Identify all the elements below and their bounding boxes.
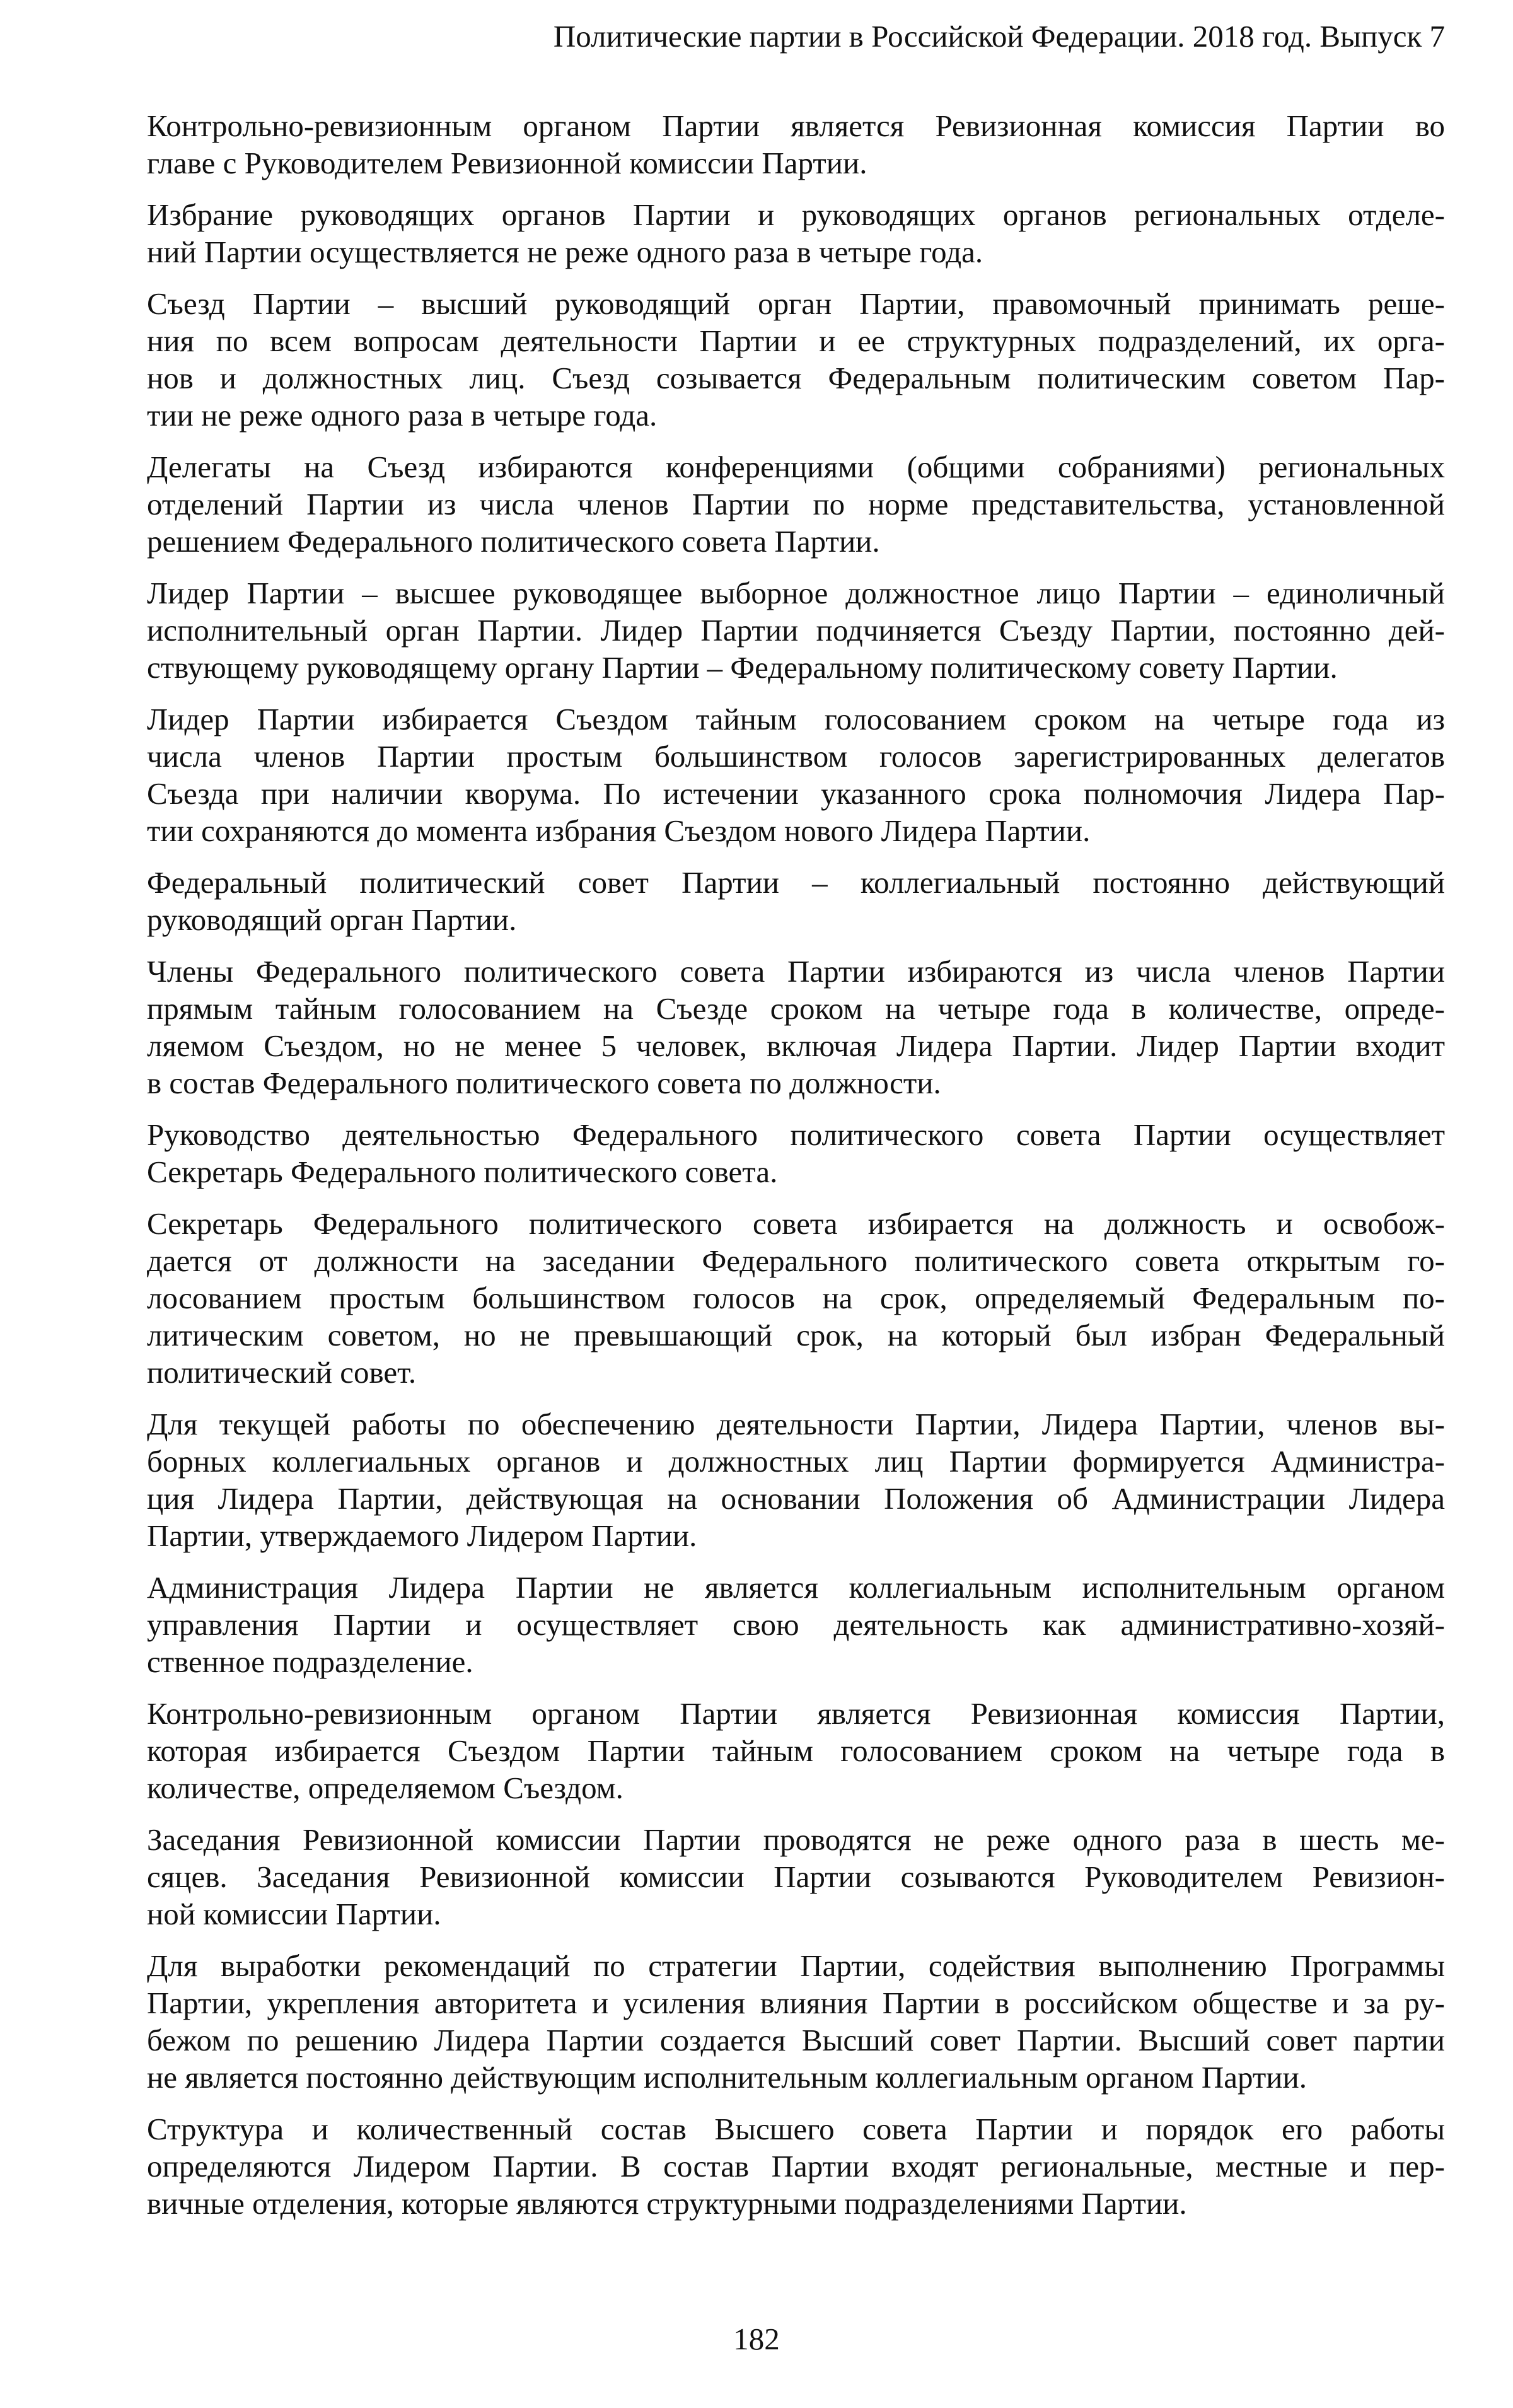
paragraph [147, 196, 1445, 270]
text-line: нов и должностных лиц. Съезд созывается Федеральным политическим советом Пар- [147, 361, 1445, 395]
text-line: определяются Лидером Партии. В состав Партии входят региональные, местные и пер- [147, 2149, 1445, 2184]
paragraph [147, 953, 1445, 1102]
text-line: тии не реже одного раза в четыре года. [147, 398, 658, 433]
paragraph [147, 1569, 1445, 1680]
text-line: Избрание руководящих органов Партии и руководящих органов региональных отделе- [147, 197, 1445, 232]
text-line: решением Федерального политического совета Партии. [147, 524, 880, 559]
paragraph [147, 107, 1445, 182]
text-line: Партии, укрепления авторитета и усиления влияния Партии в российском обществе и за ру- [147, 1986, 1445, 2020]
text-line: ция Лидера Партии, действующая на основании Положения об Администрации Лидера [147, 1481, 1445, 1516]
text-line: управления Партии и осуществляет свою деятельность как административно-хозяй- [147, 1607, 1445, 1642]
text-line: Контрольно-ревизионным органом Партии является Ревизионная комиссия Партии во [147, 108, 1445, 143]
text-line: ной комиссии Партии. [147, 1897, 441, 1931]
text-line: ний Партии осуществляется не реже одного раза в четыре года. [147, 235, 983, 269]
text-line: Члены Федерального политического совета Партии избираются из числа членов Партии [147, 954, 1445, 989]
text-line: ствующему руководящему органу Партии – Федеральному политическому совету Партии. [147, 650, 1338, 685]
text-line: которая избирается Съездом Партии тайным голосованием сроком на четыре года в [147, 1733, 1445, 1768]
text-line: Контрольно-ревизионным органом Партии является Ревизионная комиссия Партии, [147, 1696, 1445, 1731]
text-line: Партии, утверждаемого Лидером Партии. [147, 1518, 697, 1553]
text-line: отделений Партии из числа членов Партии по норме представительства, установленной [147, 487, 1445, 521]
text-line: Руководство деятельностью Федерального политического совета Партии осуществляет [147, 1117, 1445, 1152]
page-number: 182 [733, 2322, 780, 2356]
text-line: не является постоянно действующим исполнительным коллегиальным органом Партии. [147, 2060, 1307, 2095]
text-line: главе с Руководителем Ревизионной комиссии Партии. [147, 146, 867, 180]
text-line: Заседания Ревизионной комиссии Партии проводятся не реже одного раза в шесть ме- [147, 1822, 1445, 1857]
paragraph [147, 448, 1445, 560]
paragraph [147, 1947, 1445, 2096]
text-line: в состав Федерального политического совета по должности. [147, 1066, 941, 1100]
text-line: ния по всем вопросам деятельности Партии и ее структурных подразделений, их орга- [147, 323, 1445, 358]
text-line: прямым тайным голосованием на Съезде сроком на четыре года в количестве, опреде- [147, 991, 1445, 1026]
text-line: ляемом Съездом, но не менее 5 человек, включая Лидера Партии. Лидер Партии входит [147, 1028, 1445, 1063]
text-line: Съезда при наличии кворума. По истечении указанного срока полномочия Лидера Пар- [147, 776, 1445, 811]
text-line: вичные отделения, которые являются структурными подразделениями Партии. [147, 2186, 1187, 2221]
paragraph [147, 285, 1445, 434]
text-line: политический совет. [147, 1355, 417, 1390]
text-line: борных коллегиальных органов и должностных лиц Партии формируется Администра- [147, 1444, 1445, 1479]
text-line: Для выработки рекомендаций по стратегии Партии, содействия выполнению Программы [147, 1948, 1445, 1983]
text-line: дается от должности на заседании Федерального политического совета открытым го- [147, 1243, 1445, 1278]
paragraph [147, 2110, 1445, 2222]
text-line: числа членов Партии простым большинством голосов зарегистрированных делегатов [147, 739, 1445, 774]
text-line: исполнительный орган Партии. Лидер Партии подчиняется Съезду Партии, постоянно дей- [147, 613, 1445, 648]
text-line: руководящий орган Партии. [147, 902, 517, 937]
text-line: Съезд Партии – высший руководящий орган Партии, правомочный принимать реше- [147, 286, 1445, 321]
text-line: лосованием простым большинством голосов на срок, определяемый Федеральным по- [147, 1281, 1445, 1315]
text-line: Делегаты на Съезд избираются конференциями (общими собраниями) региональных [147, 450, 1445, 484]
text-line: Секретарь Федерального политического совета избирается на должность и освобож- [147, 1206, 1445, 1241]
paragraph [147, 701, 1445, 849]
paragraph [147, 1821, 1445, 1933]
paragraph [147, 1405, 1445, 1554]
paragraph [147, 1116, 1445, 1190]
text-line: количестве, определяемом Съездом. [147, 1771, 623, 1805]
text-line: бежом по решению Лидера Партии создается Высший совет Партии. Высший совет партии [147, 2023, 1445, 2057]
text-line: Лидер Партии избирается Съездом тайным голосованием сроком на четыре года из [147, 702, 1445, 736]
paragraph [147, 1695, 1445, 1806]
text-line: Администрация Лидера Партии не является коллегиальным исполнительным органом [147, 1570, 1445, 1605]
text-line: сяцев. Заседания Ревизионной комиссии Партии созываются Руководителем Ревизион- [147, 1859, 1445, 1894]
paragraph [147, 574, 1445, 686]
text-line: Структура и количественный состав Высшего совета Партии и порядок его работы [147, 2112, 1445, 2146]
text-line: Федеральный политический совет Партии – коллегиальный постоянно действующий [147, 865, 1445, 900]
running-header: Политические партии в Российской Федерации. 2018 год. Выпуск 7 [553, 19, 1445, 54]
document-body [147, 107, 1445, 2236]
text-line: тии сохраняются до момента избрания Съездом нового Лидера Партии. [147, 813, 1091, 848]
text-line: Для текущей работы по обеспечению деятельности Партии, Лидера Партии, членов вы- [147, 1407, 1445, 1441]
paragraph [147, 1205, 1445, 1391]
paragraph [147, 864, 1445, 938]
text-line: литическим советом, но не превышающий срок, на который был избран Федеральный [147, 1318, 1445, 1352]
text-line: ственное подразделение. [147, 1644, 473, 1679]
text-line: Лидер Партии – высшее руководящее выборное должностное лицо Партии – единоличный [147, 576, 1445, 610]
text-line: Секретарь Федерального политического совета. [147, 1155, 778, 1189]
